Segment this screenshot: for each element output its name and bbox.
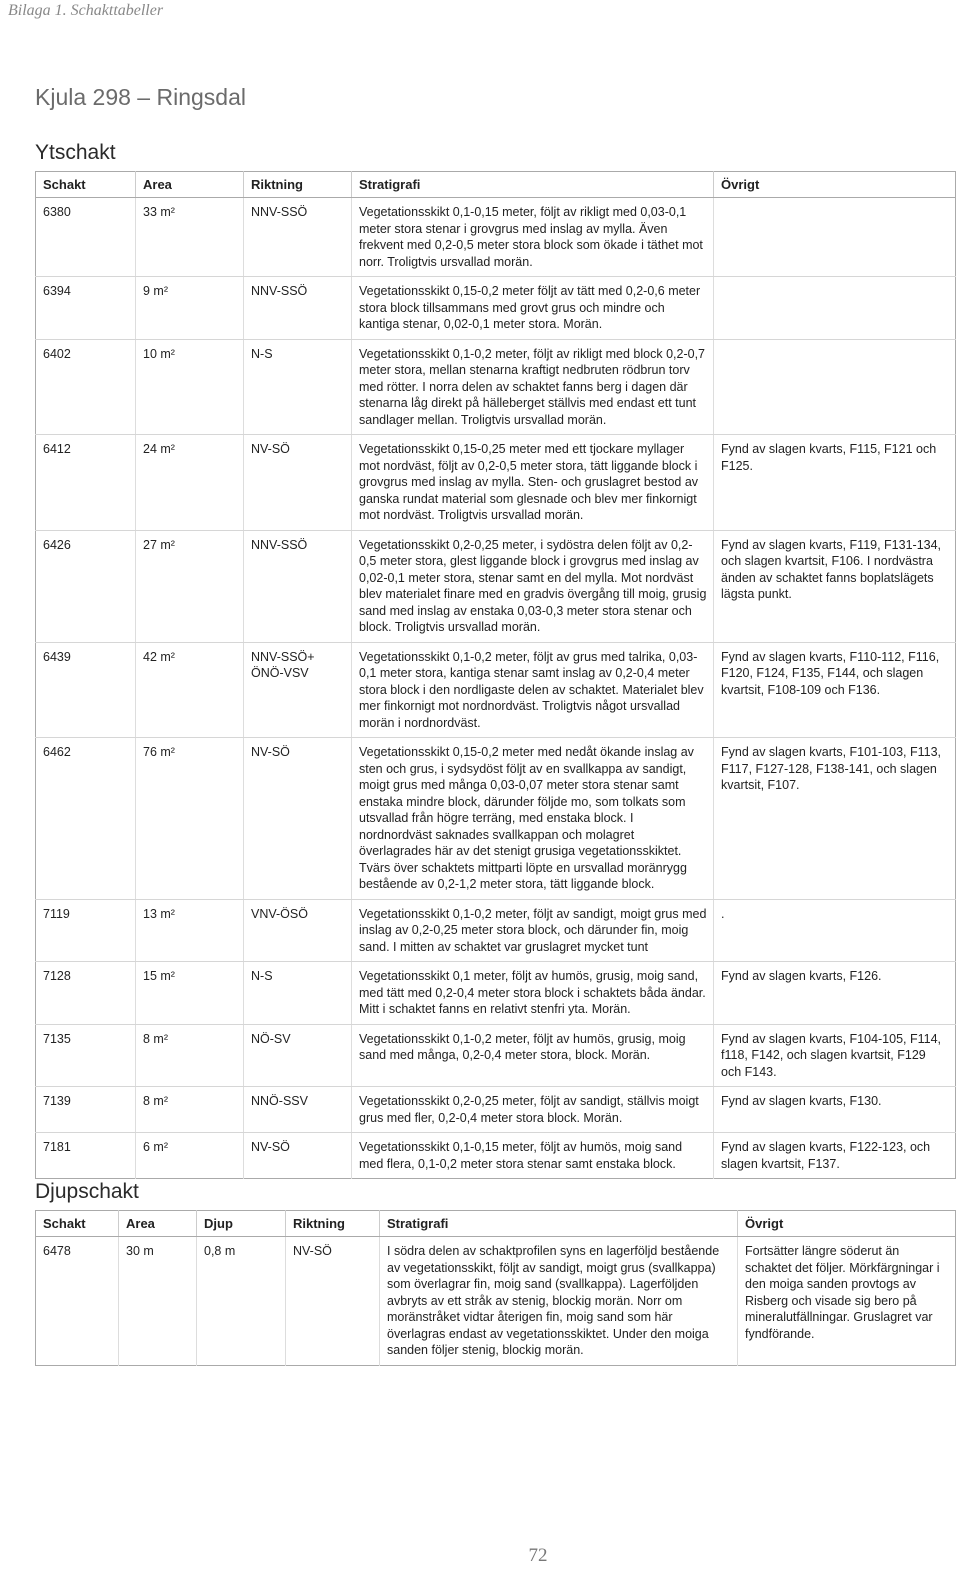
cell-stratigrafi: Vegetationsskikt 0,15-0,25 meter med ett tjockare myllager mot nordväst, följt av 0,2-0,5 meter stora, tätt liggande block i grovgrus med inslag av mylla. Sten- och gruslagret bestod av ganska rundat material som glesnade och blev mer finkornigt mot nordväst. Troligtvis ursvallad morän. [352,435,714,531]
cell-ovrigt: Fynd av slagen kvarts, F101-103, F113, F117, F127-128, F138-141, och slagen kvartsit, F107. [714,738,956,900]
cell-ovrigt: Fynd av slagen kvarts, F130. [714,1087,956,1133]
cell-riktning: NNÖ-SSV [244,1087,352,1133]
cell-schakt: 7181 [36,1133,136,1179]
cell-riktning: N-S [244,339,352,435]
cell-stratigrafi: Vegetationsskikt 0,1-0,2 meter, följt av rikligt med block 0,2-0,7 meter stora, mellan stenarna kraftigt nedbruten rödbrun torv med rötter. I norra delen av schaktet fanns berg i dagen där stenarna låg direkt på hälleberget ställvis med endast ett tunt sandlager mellan. Troligtvis ursvallad morän. [352,339,714,435]
section-title-ytschakt: Ytschakt [35,141,116,164]
cell-area: 10 m² [136,339,244,435]
table-row [36,642,956,738]
column-header-ovrigt: Övrigt [738,1211,956,1237]
cell-area: 8 m² [136,1024,244,1087]
cell-area: 24 m² [136,435,244,531]
cell-riktning: NV-SÖ [244,738,352,900]
cell-riktning: NNV-SSÖ [244,277,352,340]
column-header-riktning: Riktning [286,1211,380,1237]
table-row [36,1024,956,1087]
cell-ovrigt: Fynd av slagen kvarts, F104-105, F114, f118, F142, och slagen kvartsit, F129 och F143. [714,1024,956,1087]
cell-schakt: 6478 [36,1237,119,1366]
column-header-area: Area [119,1211,197,1237]
table-row [36,1237,956,1366]
table-row [36,435,956,531]
cell-schakt: 6380 [36,198,136,277]
cell-ovrigt [714,339,956,435]
document-title: Kjula 298 – Ringsdal [35,84,246,110]
cell-area: 27 m² [136,530,244,642]
table-row [36,1087,956,1133]
ytschakt-table [35,171,956,1179]
table-row [36,962,956,1025]
cell-stratigrafi: I södra delen av schaktprofilen syns en lagerföljd bestående av vegetationsskikt, följt av sandigt, moigt grus (svallkappa) som överlagrar fin, moig sand (svallkappa). Lagerföljden avbryts av ett stråk av stenig, blockig morän. Norr om moränstråket vidtar återigen fin, moig sand som här överlagras endast av vegetationsskiktet. Under den moiga sanden följer stenig, blockig morän. [380,1237,738,1366]
cell-ovrigt: . [714,899,956,962]
cell-area: 33 m² [136,198,244,277]
cell-schakt: 6462 [36,738,136,900]
column-header-ovrigt: Övrigt [714,172,956,198]
running-head: Bilaga 1. Schakttabeller [8,2,164,19]
cell-area: 6 m² [136,1133,244,1179]
table-header-row [36,172,956,198]
cell-stratigrafi: Vegetationsskikt 0,1-0,2 meter, följt av grus med talrika, 0,03-0,1 meter stora, kantiga stenar samt inslag av 0,2-0,4 meter stora block i den nordligaste delen av schaktet. Materialet blev mer finkornigt mot nordnordväst. Troligtvis något ursvallad morän i nordnordväst. [352,642,714,738]
cell-area: 13 m² [136,899,244,962]
cell-riktning: NV-SÖ [244,1133,352,1179]
column-header-schakt: Schakt [36,172,136,198]
cell-ovrigt [714,198,956,277]
column-header-area: Area [136,172,244,198]
cell-schakt: 6402 [36,339,136,435]
cell-ovrigt: Fortsätter längre söderut än schaktet det följer. Mörkfärgningar i den moiga sanden provtogs av Risberg och visade sig bero på mineralutfällningar. Gruslagret var fyndförande. [745,1244,940,1341]
cell-schakt: 7139 [36,1087,136,1133]
cell-stratigrafi: Vegetationsskikt 0,15-0,2 meter med nedåt ökande inslag av sten och grus, i sydsydöst följt av en svallkappa av sandigt, moigt grus med många 0,03-0,07 meter stora stenar samt enstaka mindre block, därunder följde mo, som tolkats som utsvallad från högre terräng, med enstaka block. I nordnordväst saknades svallkappan och molagret överlagrades här av det stenigt grusiga vegetationsskiktet. Tvärs över schaktets mittparti löpte en ursvallad moränrygg bestående av 0,2-1,2 meter stora, tätt liggande block. [352,738,714,900]
cell-schakt: 6426 [36,530,136,642]
table-row [36,198,956,277]
cell-area: 30 m [119,1237,197,1366]
cell-riktning: NNV-SSÖ [244,530,352,642]
table-row [36,339,956,435]
column-header-stratigrafi: Stratigrafi [352,172,714,198]
cell-schakt: 6439 [36,642,136,738]
cell-area: 8 m² [136,1087,244,1133]
cell-schakt: 7135 [36,1024,136,1087]
cell-stratigrafi: Vegetationsskikt 0,2-0,25 meter, följt av sandigt, ställvis moigt grus med fler, 0,2-0,4 meter stora block. Morän. [352,1087,714,1133]
cell-stratigrafi: Vegetationsskikt 0,1-0,2 meter, följt av humös, grusig, moig sand med många, 0,2-0,4 meter stora, block. Morän. [352,1024,714,1087]
table-row [36,1133,956,1179]
djupschakt-table [35,1210,956,1366]
table-row [36,738,956,900]
cell-area: 42 m² [136,642,244,738]
cell-schakt: 6394 [36,277,136,340]
cell-riktning: NV-SÖ [286,1237,380,1366]
cell-ovrigt: Fynd av slagen kvarts, F115, F121 och F125. [714,435,956,531]
table-row [36,899,956,962]
cell-riktning: NNV-SSÖ+ ÖNÖ-VSV [244,642,352,738]
table-header-row [36,1211,956,1237]
cell-stratigrafi: Vegetationsskikt 0,1-0,2 meter, följt av sandigt, moigt grus med inslag av 0,2-0,25 meter stora block, och därunder fin, moig sand. I mitten av schaktet var gruslagret mycket tunt [352,899,714,962]
cell-schakt: 6412 [36,435,136,531]
column-header-stratigrafi: Stratigrafi [380,1211,738,1237]
section-title-djupschakt: Djupschakt [35,1180,139,1203]
cell-stratigrafi: Vegetationsskikt 0,1-0,15 meter, följt av rikligt med 0,03-0,1 meter stora stenar i grovgrus med inslag av mylla. Även frekvent med 0,2-0,5 meter stora block som ökade i täthet mot norr. Troligtvis ursvallad morän. [352,198,714,277]
cell-stratigrafi: Vegetationsskikt 0,2-0,25 meter, i sydöstra delen följt av 0,2-0,5 meter stora, glest liggande block i grovgrus med inslag av 0,02-0,1 meter stora, stenar samt en del mylla. Mot nordväst blev materialet finare med en gradvis övergång till moig, grusig sand med inslag av enstaka 0,03-0,3 meter stora stenar och block. Troligtvis ursvallad morän. [352,530,714,642]
cell-riktning: NNV-SSÖ [244,198,352,277]
column-header-schakt: Schakt [36,1211,119,1237]
cell-stratigrafi: Vegetationsskikt 0,1-0,15 meter, följt av humös, moig sand med flera, 0,1-0,2 meter stora stenar samt enstaka block. [352,1133,714,1179]
cell-riktning: VNV-ÖSÖ [244,899,352,962]
cell-riktning: NÖ-SV [244,1024,352,1087]
cell-area: 76 m² [136,738,244,900]
cell-djup: 0,8 m [197,1237,286,1366]
page-number: 72 [528,1545,548,1566]
table-row [36,530,956,642]
cell-ovrigt [714,277,956,340]
cell-ovrigt: Fynd av slagen kvarts, F110-112, F116, F120, F124, F135, F144, och slagen kvartsit, F108-109 och F136. [714,642,956,738]
cell-schakt: 7119 [36,899,136,962]
cell-stratigrafi: Vegetationsskikt 0,15-0,2 meter följt av tätt med 0,2-0,6 meter stora block tillsammans med grovt grus och mindre och kantiga stenar, 0,02-0,1 meter stora. Morän. [352,277,714,340]
table-row [36,277,956,340]
cell-riktning: N-S [244,962,352,1025]
cell-area: 9 m² [136,277,244,340]
cell-area: 15 m² [136,962,244,1025]
cell-ovrigt: Fynd av slagen kvarts, F122-123, och slagen kvartsit, F137. [721,1140,931,1171]
cell-schakt: 7128 [36,962,136,1025]
column-header-djup: Djup [197,1211,286,1237]
cell-riktning: NV-SÖ [244,435,352,531]
cell-ovrigt: Fynd av slagen kvarts, F119, F131-134, och slagen kvartsit, F106. I nordvästra änden av schaktet fanns boplatslägets lägsta punkt. [714,530,956,642]
cell-ovrigt: Fynd av slagen kvarts, F126. [714,962,956,1025]
cell-stratigrafi: Vegetationsskikt 0,1 meter, följt av humös, grusig, moig sand, med tätt med 0,2-0,4 meter stora block i schaktets båda ändar. Mitt i schaktet fanns en relativt stenfri yta. Morän. [352,962,714,1025]
column-header-riktning: Riktning [244,172,352,198]
